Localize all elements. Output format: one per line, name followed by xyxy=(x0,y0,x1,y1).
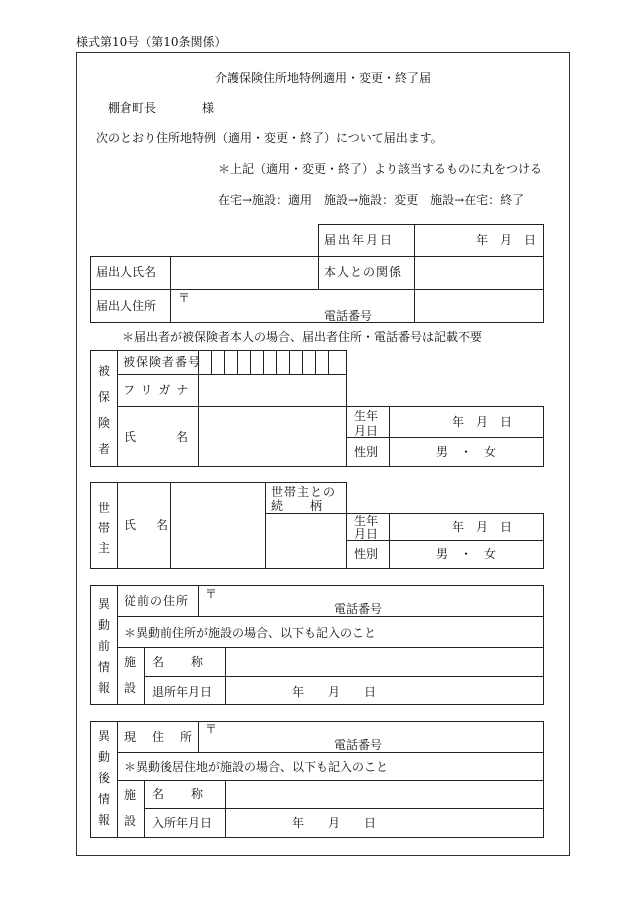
applicant-name-field[interactable] xyxy=(171,257,317,288)
relation-field[interactable] xyxy=(415,257,542,288)
insured-sex-value[interactable]: 男 ・ 女 xyxy=(436,445,497,459)
applicant-note: ＊届出者が被保険者本人の場合、届出者住所・電話番号は記載不要 xyxy=(122,330,483,344)
insured-name-field[interactable] xyxy=(199,407,345,465)
form-title: 介護保険住所地特例適用・変更・終了届 xyxy=(214,71,431,85)
after-facility-name-field[interactable] xyxy=(226,781,543,807)
insured-number-label: 被保険者番号 xyxy=(123,355,202,369)
householder-birth-value[interactable]: 年 月 日 xyxy=(452,520,513,534)
kana-label: フリガナ xyxy=(123,383,195,397)
after-phone-label: 電話番号 xyxy=(334,738,383,752)
move-in-date-label: 入所年月日 xyxy=(152,816,213,830)
submission-date-label: 届出年月日 xyxy=(324,233,395,247)
current-address-label: 現 住 所 xyxy=(124,730,195,744)
move-out-date-label: 退所年月日 xyxy=(152,685,213,699)
submission-date-value[interactable]: 年 月 日 xyxy=(476,233,537,247)
after-postal-mark: 〒 xyxy=(205,722,218,736)
householder-birth-label: 生年 月日 xyxy=(354,514,379,541)
before-note: ＊異動前住所が施設の場合、以下も記入のこと xyxy=(124,626,377,640)
before-address-label: 従前の住所 xyxy=(124,594,190,608)
householder-sex-value[interactable]: 男 ・ 女 xyxy=(436,547,497,561)
after-side-label: 異 動 後 情 報 xyxy=(97,729,110,827)
insured-name-label: 氏 名 xyxy=(124,430,203,444)
addressee-name: 棚倉町長 xyxy=(108,101,157,115)
before-facility-label: 施 設 xyxy=(123,655,136,695)
insured-birth-label: 生年 月日 xyxy=(354,409,379,438)
cases-text: 在宅→施設：適用 施設→施設：変更 施設→在宅：終了 xyxy=(218,193,525,207)
before-facility-name-field[interactable] xyxy=(226,648,543,675)
after-note: ＊異動後居住地が施設の場合、以下も記入のこと xyxy=(124,760,389,774)
before-side-label: 異 動 前 情 報 xyxy=(97,597,110,695)
householder-relation-field[interactable] xyxy=(266,514,345,567)
relation-label: 本人との関係 xyxy=(324,265,403,279)
intro-text: 次のとおり住所地特例（適用・変更・終了）について届出ます。 xyxy=(96,131,443,145)
before-phone-label: 電話番号 xyxy=(334,602,383,616)
householder-sex-label: 性別 xyxy=(354,547,379,561)
move-out-date-value[interactable]: 年 月 日 xyxy=(292,685,377,699)
householder-name-field[interactable] xyxy=(171,483,264,567)
kana-field[interactable] xyxy=(199,375,345,405)
before-postal-mark: 〒 xyxy=(205,587,218,601)
householder-name-label: 氏 名 xyxy=(124,518,173,532)
postal-mark: 〒 xyxy=(178,291,191,305)
insured-side-label: 被 保 険 者 xyxy=(97,364,110,456)
insured-birth-value[interactable]: 年 月 日 xyxy=(452,415,513,429)
before-facility-name-label: 名 称 xyxy=(152,655,205,669)
householder-side-label: 世 帯 主 xyxy=(97,501,110,555)
form-number: 様式第10号（第10条関係） xyxy=(76,35,227,49)
applicant-address-label: 届出人住所 xyxy=(96,299,157,313)
after-facility-label: 施 設 xyxy=(123,788,136,828)
circle-note: ＊上記（適用・変更・終了）より該当するものに丸をつける xyxy=(218,162,543,176)
move-in-date-value[interactable]: 年 月 日 xyxy=(292,816,377,830)
after-facility-name-label: 名 称 xyxy=(152,787,205,801)
applicant-name-label: 届出人氏名 xyxy=(96,265,157,279)
addressee-honorific: 様 xyxy=(202,101,215,115)
householder-relation-label: 世帯主との 続 柄 xyxy=(271,485,337,513)
phone-label: 電話番号 xyxy=(324,309,373,323)
insured-sex-label: 性別 xyxy=(354,445,379,459)
